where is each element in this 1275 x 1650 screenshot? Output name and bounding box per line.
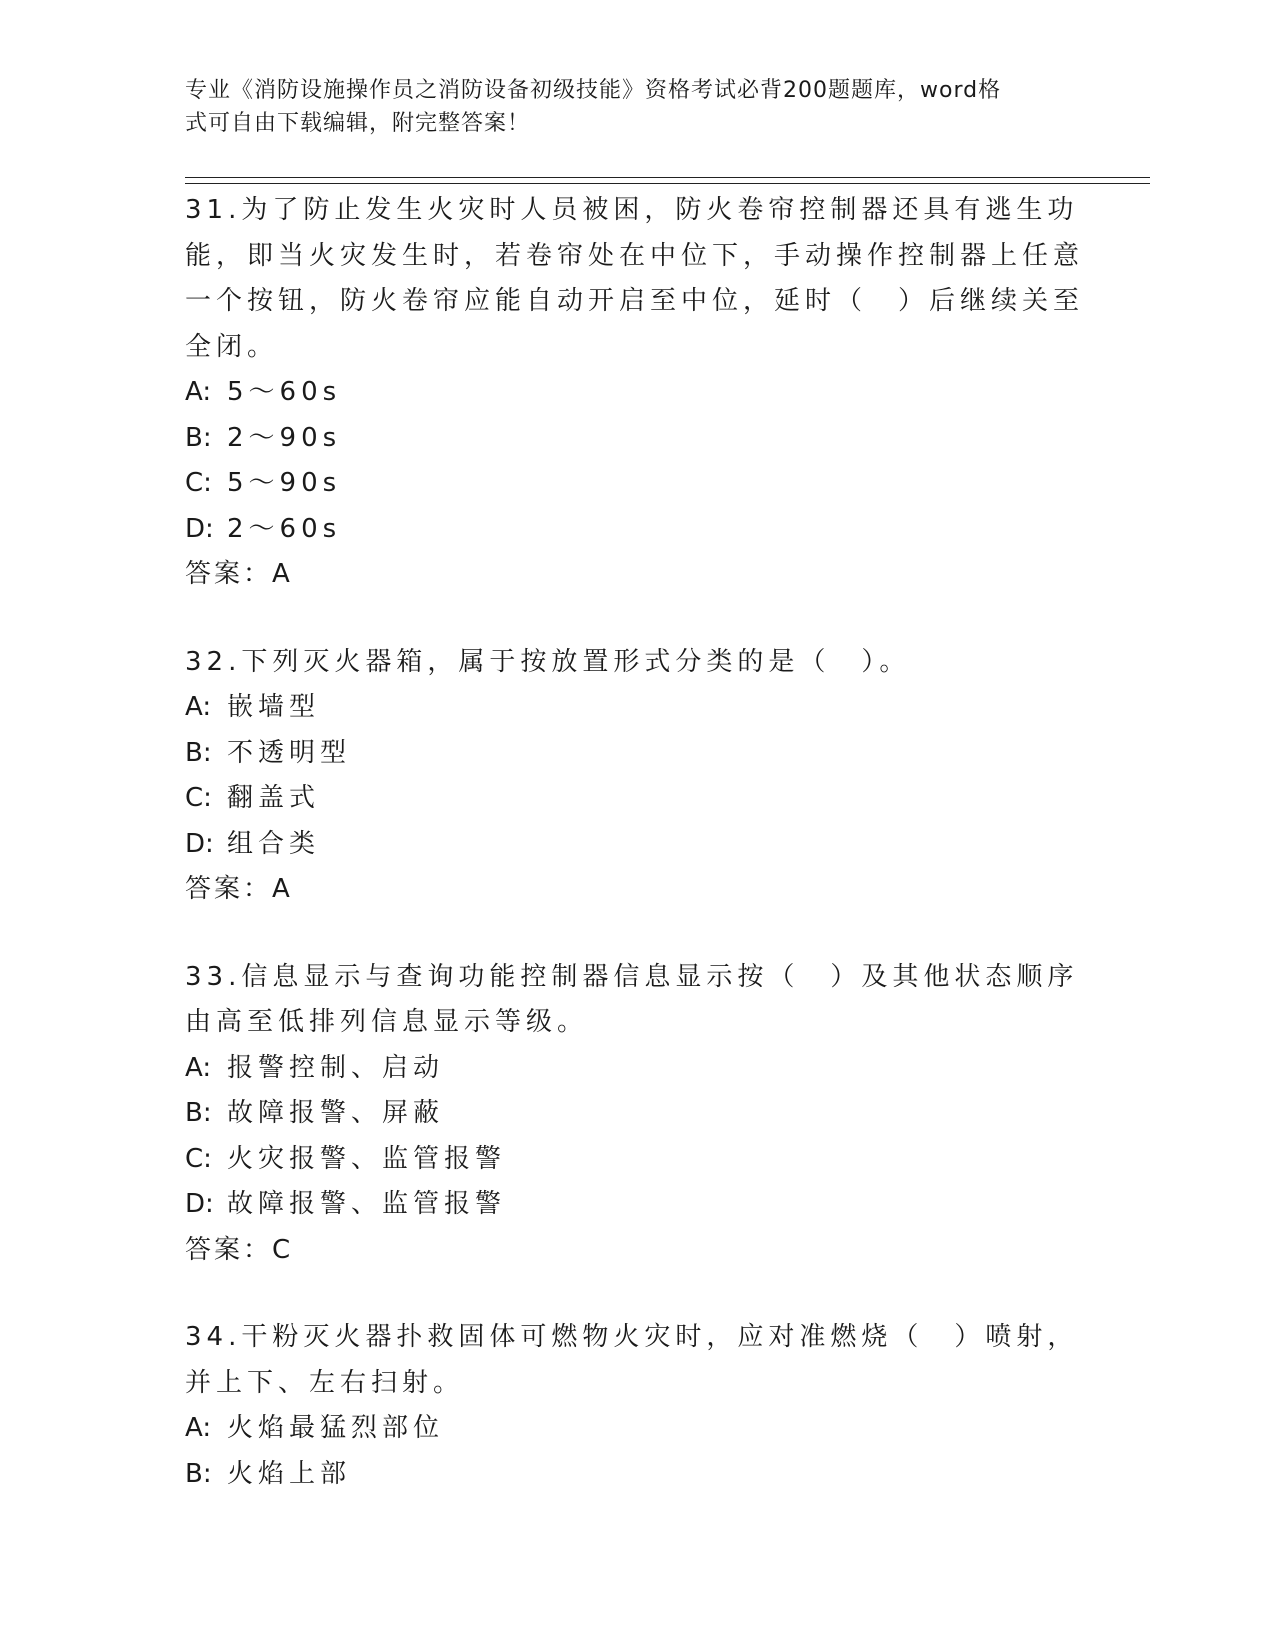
option-letter: A: <box>185 1052 212 1083</box>
option-text: 故障报警、屏蔽 <box>227 1098 445 1128</box>
option-d <box>185 507 1085 553</box>
header-line-1: 专业《消防设施操作员之消防设备初级技能》资格考试必背200题题库，word格 <box>185 78 1002 103</box>
header-divider-top <box>185 177 1150 178</box>
option-b <box>185 1091 1085 1137</box>
option-letter: C: <box>185 783 212 813</box>
question-32 <box>185 640 1085 913</box>
question-stem: 32.下列灭火器箱，属于按放置形式分类的是（ ）。 <box>185 646 911 677</box>
option-text: 组合类 <box>227 828 321 859</box>
option-c <box>185 776 1085 822</box>
option-letter: A: <box>185 377 212 407</box>
option-a <box>185 1046 1085 1092</box>
option-letter: B: <box>185 1458 212 1489</box>
option-a <box>185 1406 1085 1452</box>
answer-line: 答案：C <box>185 1234 294 1265</box>
option-text: 故障报警、监管报警 <box>227 1189 507 1219</box>
option-letter: B: <box>185 737 212 768</box>
option-text: 2～60s <box>227 513 342 544</box>
option-letter: C: <box>185 1143 212 1174</box>
option-text: 火焰最猛烈部位 <box>227 1413 445 1443</box>
answer-line: 答案：A <box>185 559 293 589</box>
header-divider-bottom <box>185 183 1150 184</box>
option-letter: D: <box>185 513 214 544</box>
option-letter: C: <box>185 468 212 498</box>
question-stem: 31.为了防止发生火灾时人员被困，防火卷帘控制器还具有逃生功能，即当火灾发生时，若卷帘处在中位下，手动操作控制器上任意一个按钮，防火卷帘应能自动开启至中位，延时（ ）后继续关至全闭。 <box>185 195 1085 362</box>
header-line-2: 式可自由下载编辑，附完整答案！ <box>185 111 531 136</box>
question-list <box>185 188 1085 1539</box>
option-b <box>185 1452 1085 1498</box>
option-c <box>185 461 1085 507</box>
option-text: 火灾报警、监管报警 <box>227 1143 507 1174</box>
option-b <box>185 416 1085 462</box>
option-letter: A: <box>185 1413 212 1443</box>
question-stem: 33.信息显示与查询功能控制器信息显示按（ ）及其他状态顺序由高至低排列信息显示等级。 <box>185 961 1079 1037</box>
option-b <box>185 731 1085 777</box>
question-34 <box>185 1315 1085 1497</box>
option-c <box>185 1137 1085 1183</box>
option-letter: B: <box>185 1098 212 1128</box>
option-d <box>185 822 1085 868</box>
option-text: 5～90s <box>227 468 342 498</box>
question-33 <box>185 955 1085 1274</box>
question-31 <box>185 188 1085 598</box>
option-text: 2～90s <box>227 422 342 453</box>
document-header <box>185 74 1065 140</box>
option-text: 报警控制、启动 <box>227 1052 445 1083</box>
option-text: 火焰上部 <box>227 1458 352 1489</box>
option-letter: A: <box>185 692 212 722</box>
answer-line: 答案：A <box>185 874 293 904</box>
option-text: 嵌墙型 <box>227 692 321 722</box>
option-letter: D: <box>185 1189 214 1219</box>
question-stem: 34.干粉灭火器扑救固体可燃物火灾时，应对准燃烧（ ）喷射，并上下、左右扫射。 <box>185 1322 1079 1398</box>
option-text: 5～60s <box>227 377 342 407</box>
option-a <box>185 370 1085 416</box>
option-d <box>185 1182 1085 1228</box>
option-text: 不透明型 <box>227 737 352 768</box>
option-letter: D: <box>185 828 214 859</box>
option-a <box>185 685 1085 731</box>
option-text: 翻盖式 <box>227 783 321 813</box>
option-letter: B: <box>185 422 212 453</box>
